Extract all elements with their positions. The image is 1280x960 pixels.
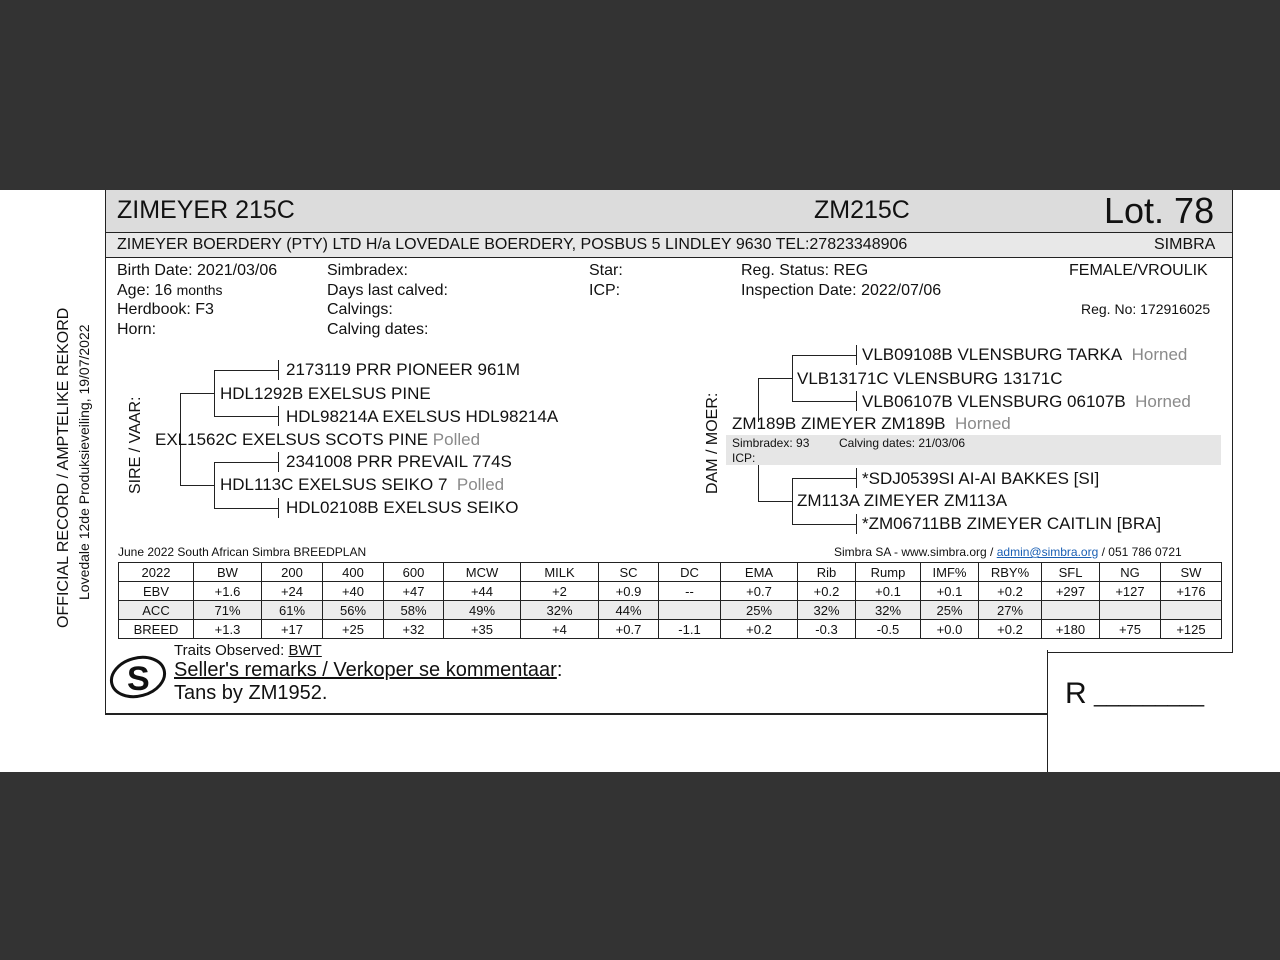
table-cell: -0.5: [856, 620, 921, 639]
dam-sire-sire: [862, 345, 1187, 365]
table-cell: +180: [1042, 620, 1100, 639]
table-cell: --: [659, 582, 721, 601]
table-cell: IMF%: [921, 563, 979, 582]
table-cell: SW: [1161, 563, 1222, 582]
lot-number: Lot. 78: [1104, 190, 1215, 231]
table-cell: 56%: [323, 601, 384, 620]
table-cell: +297: [1042, 582, 1100, 601]
table-row: [119, 620, 1222, 639]
remarks-title: [174, 659, 562, 682]
table-cell: +25: [323, 620, 384, 639]
table-header-row: [119, 563, 1222, 582]
dam-sd-horned: Horned: [1135, 392, 1191, 411]
dam-ss-tick: [856, 345, 857, 365]
table-cell: +0.0: [921, 620, 979, 639]
table-cell: 600: [384, 563, 444, 582]
sire-dam-sire: 2341008 PRR PREVAIL 774S: [286, 452, 512, 471]
dam-name-text: ZM189B ZIMEYER ZM189B: [732, 414, 946, 433]
dam-sd-line: [792, 401, 856, 402]
dam-dam-bracket: [792, 478, 793, 524]
sire-sire-dam: HDL98214A EXELSUS HDL98214A: [286, 407, 559, 426]
ss-line: [214, 370, 278, 371]
birth-date: Birth Date: 2021/03/06: [117, 262, 278, 279]
sire-dam-polled: Polled: [456, 475, 505, 494]
sire-polled: Polled: [432, 430, 481, 449]
table-cell: 32%: [856, 601, 921, 620]
table-cell: 25%: [921, 601, 979, 620]
table-cell: 44%: [599, 601, 659, 620]
official-record-label: OFFICIAL RECORD / AMPTELIKE REKORD: [55, 307, 72, 628]
table-cell: +40: [323, 582, 384, 601]
table-cell: +0.7: [599, 620, 659, 639]
table-cell: Rump: [856, 563, 921, 582]
table-cell: +0.2: [798, 582, 856, 601]
table-cell: [1161, 601, 1222, 620]
calving-dates: Calving dates:: [327, 321, 429, 338]
table-cell: +47: [384, 582, 444, 601]
contact-suffix: / 051 786 0721: [1098, 545, 1182, 559]
table-cell: 32%: [798, 601, 856, 620]
dam-dam-sire: *SDJ0539SI AI-AI BAKKES [SI]: [862, 469, 1100, 488]
dd-line: [214, 508, 278, 509]
table-cell: +0.1: [921, 582, 979, 601]
sire-sire: HDL1292B EXELSUS PINE: [220, 384, 431, 403]
logo-letter: S: [127, 660, 150, 698]
sale-label: Lovedale 12de Produksieveiling, 19/07/2022: [76, 324, 92, 600]
dam-horned: Horned: [954, 414, 1011, 433]
table-cell: +176: [1161, 582, 1222, 601]
ebv-table: [118, 562, 1222, 639]
lot-card: [0, 190, 1280, 772]
traits-value: BWT: [288, 642, 322, 659]
table-cell: [659, 601, 721, 620]
dam-sire-bracket: [792, 355, 793, 401]
dam-ss-horned: Horned: [1131, 345, 1188, 364]
traits-label: Traits Observed:: [174, 642, 285, 659]
table-cell: 25%: [721, 601, 798, 620]
dam-ss-line: [792, 355, 856, 356]
herdbook: Herdbook: F3: [117, 301, 214, 318]
table-cell: +24: [262, 582, 323, 601]
breedplan-contact: [834, 545, 1182, 559]
remarks-colon: :: [556, 659, 563, 681]
table-cell: +1.3: [194, 620, 262, 639]
table-cell: +44: [444, 582, 521, 601]
sd-line: [214, 416, 278, 417]
table-cell: 32%: [521, 601, 599, 620]
table-cell: +0.1: [856, 582, 921, 601]
dam-ds-line: [792, 478, 856, 479]
owner-details: ZIMEYER BOERDERY (PTY) LTD H/a LOVEDALE BOERDERY, POSBUS 5 LINDLEY 9630 TEL:27823348906: [117, 236, 908, 253]
table-cell: MILK: [521, 563, 599, 582]
age: [117, 282, 223, 300]
sire-label: SIRE / VAAR:: [127, 396, 144, 494]
table-cell: 71%: [194, 601, 262, 620]
table-cell: +75: [1100, 620, 1161, 639]
table-cell: -1.1: [659, 620, 721, 639]
age-value: Age: 16: [117, 282, 173, 299]
table-cell: SFL: [1042, 563, 1100, 582]
star: Star:: [589, 262, 623, 279]
table-cell: BREED: [119, 620, 194, 639]
table-cell: Rib: [798, 563, 856, 582]
table-cell: ACC: [119, 601, 194, 620]
breedplan-title: June 2022 South African Simbra BREEDPLAN: [118, 545, 367, 559]
ds-line: [214, 462, 278, 463]
dam-ss-text: VLB09108B VLENSBURG TARKA: [862, 345, 1123, 364]
table-cell: +0.9: [599, 582, 659, 601]
table-cell: +32: [384, 620, 444, 639]
icp: ICP:: [589, 282, 621, 299]
dam-simbradex: Simbradex: 93: [732, 436, 810, 450]
table-cell: NG: [1100, 563, 1161, 582]
reg-status: Reg. Status: REG: [741, 262, 869, 279]
table-cell: 2022: [119, 563, 194, 582]
inspection-date: Inspection Date: 2022/07/06: [741, 282, 942, 299]
animal-id-code: ZM215C: [814, 196, 910, 224]
table-cell: 49%: [444, 601, 521, 620]
table-cell: 61%: [262, 601, 323, 620]
ds-tick: [278, 452, 279, 472]
table-cell: MCW: [444, 563, 521, 582]
price-blank-line[interactable]: _________: [1094, 682, 1205, 707]
table-cell: [1100, 601, 1161, 620]
dam-ds-tick: [856, 468, 857, 488]
sire-name: [155, 430, 480, 450]
calvings: Calvings:: [327, 301, 393, 318]
days-last-calved: Days last calved:: [327, 282, 448, 299]
simbra-logo-icon: [108, 652, 170, 700]
sire-dam: [220, 475, 504, 495]
sire-sire-bracket: [214, 370, 215, 416]
dam-sd-text: VLB06107B VLENSBURG 06107B: [862, 392, 1126, 411]
sire-line-lower: [180, 485, 214, 486]
table-cell: EMA: [721, 563, 798, 582]
sire-dam-dam: HDL02108B EXELSUS SEIKO: [286, 498, 519, 517]
age-unit: months: [176, 282, 223, 298]
horn: Horn:: [117, 321, 157, 338]
dam-dam-dam: *ZM06711BB ZIMEYER CAITLIN [BRA]: [862, 514, 1162, 533]
table-cell: +17: [262, 620, 323, 639]
table-cell: BW: [194, 563, 262, 582]
table-cell: +2: [521, 582, 599, 601]
table-cell: +35: [444, 620, 521, 639]
dam-dam: ZM113A ZIMEYER ZM113A: [797, 491, 1008, 510]
reg-number: Reg. No: 172916025: [1081, 301, 1211, 317]
dam-sd-tick: [856, 391, 857, 411]
table-cell: +0.2: [979, 582, 1042, 601]
dam-lower-bracket: [758, 465, 759, 501]
table-cell: SC: [599, 563, 659, 582]
sex: FEMALE/VROULIK: [1069, 262, 1208, 279]
sd-tick: [278, 406, 279, 426]
table-cell: +4: [521, 620, 599, 639]
remarks-text: Tans by ZM1952.: [174, 682, 328, 704]
dam-sire-dam: [862, 392, 1191, 412]
dam-calving-dates: Calving dates: 21/03/06: [839, 436, 966, 450]
dam-dd-tick: [856, 514, 857, 534]
remarks-title-text: Seller's remarks / Verkoper se kommentaar: [174, 659, 557, 681]
table-cell: +1.6: [194, 582, 262, 601]
dam-name: [732, 414, 1011, 434]
table-cell: DC: [659, 563, 721, 582]
price-label: R: [1065, 677, 1087, 710]
table-cell: +127: [1100, 582, 1161, 601]
table-cell: EBV: [119, 582, 194, 601]
table-cell: 27%: [979, 601, 1042, 620]
dd-tick: [278, 498, 279, 518]
ss-tick: [278, 360, 279, 380]
animal-name: ZIMEYER 215C: [117, 196, 295, 224]
table-cell: RBY%: [979, 563, 1042, 582]
sire-name-text: EXL1562C EXELSUS SCOTS PINE: [155, 430, 429, 449]
table-row: [119, 601, 1222, 620]
table-cell: +0.2: [721, 620, 798, 639]
table-cell: 200: [262, 563, 323, 582]
simbradex: Simbradex:: [327, 262, 408, 279]
traits-observed: [174, 642, 322, 659]
table-cell: 400: [323, 563, 384, 582]
dam-lower-line: [758, 501, 792, 502]
contact-email-link[interactable]: admin@simbra.org: [996, 545, 1099, 559]
dam-upper-line: [758, 378, 792, 379]
contact-prefix: Simbra SA - www.simbra.org /: [834, 545, 997, 559]
table-cell: -0.3: [798, 620, 856, 639]
dam-sire: VLB13171C VLENSBURG 13171C: [797, 369, 1063, 388]
dam-dd-line: [792, 524, 856, 525]
sire-line-upper: [180, 393, 214, 394]
sire-sire-sire: 2173119 PRR PIONEER 961M: [286, 360, 521, 379]
table-cell: +0.7: [721, 582, 798, 601]
table-cell: 58%: [384, 601, 444, 620]
table-cell: +125: [1161, 620, 1222, 639]
table-cell: +0.2: [979, 620, 1042, 639]
price-box: [1047, 652, 1233, 772]
table-cell: [1042, 601, 1100, 620]
table-row: [119, 582, 1222, 601]
sire-dam-text: HDL113C EXELSUS SEIKO 7: [220, 475, 448, 494]
dam-icp: ICP:: [732, 451, 756, 465]
sire-dam-bracket: [214, 462, 215, 508]
breed-name: SIMBRA: [1154, 236, 1216, 253]
dam-label: DAM / MOER:: [704, 392, 721, 494]
